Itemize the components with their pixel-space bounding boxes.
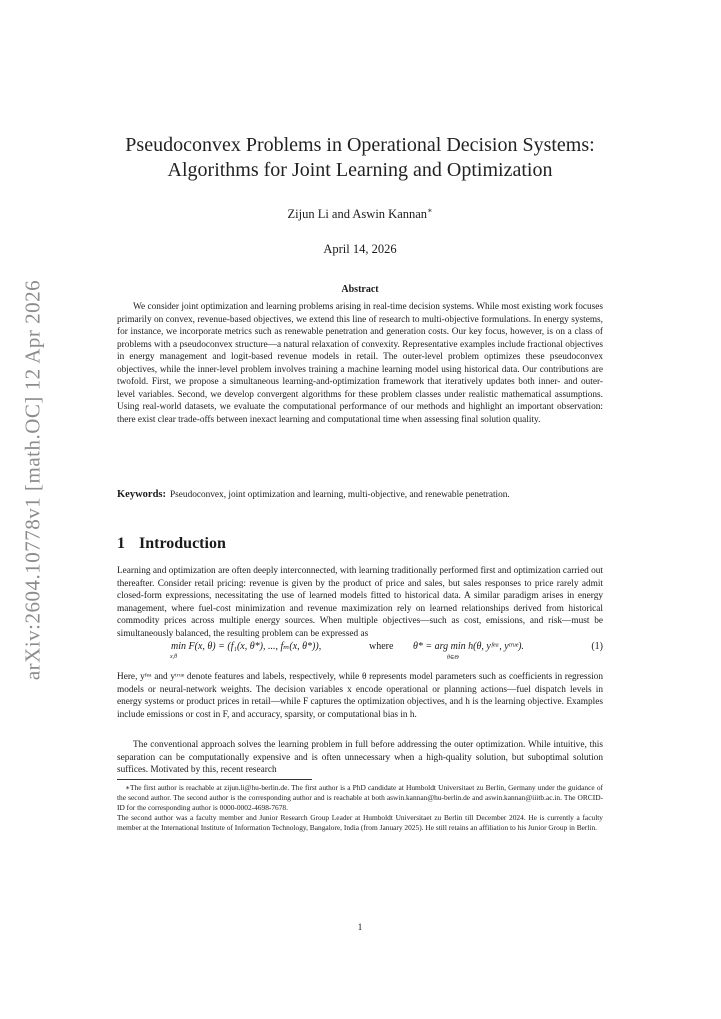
author-footnote-mark: ∗ [427,206,433,215]
equation-rhs: θ* = arg min h(θ, yᶠᵉᵃ, yᵗʳᵘᵉ). [413,641,524,652]
section-number: 1 [117,535,125,552]
keywords-label: Keywords: [117,489,166,500]
intro-paragraph-3: The conventional approach solves the learning problem in full before addressing the outer optimization. While intuitive, this separation can be computationally expensive and is often unnecessary when a high-quality solution, but suboptimal solution suffices. Motivated by this, recent research [117,740,603,775]
paper-date: April 14, 2026 [323,242,397,256]
title-line-2: Algorithms for Joint Learning and Optimization [167,159,553,181]
section-heading [117,535,226,553]
keywords [117,489,603,502]
title-line-1: Pseudoconvex Problems in Operational Decision Systems: [125,134,595,156]
footnote-divider [117,779,312,780]
footnote-1: ∗The first author is reachable at zijun.li@hu-berlin.de. The first author is a PhD candidate at Humboldt Universitaet zu Berlin, Germany under the guidance of the second author. The second author is the corresponding author and is reachable at both aswin.kannan@hu-berlin.de and aswin.kannan@iiitb.ac.in. The ORCID-ID for the corresponding author is 0000-0002-4698-7678. [117,783,603,812]
footnotes [117,783,603,833]
arxiv-id: arXiv:2604.10778v1 [math.OC] 12 Apr 2026 [20,279,45,681]
equation-1 [117,636,603,662]
abstract-heading: Abstract [341,284,379,295]
abstract-text: We consider joint optimization and learning problems arising in real-time decision systems. While most existing work focuses primarily on convex, revenue-based objectives, we extend this line of research to multi-objective formulations. In energy systems, for instance, we incorporate metrics such as renewable penetration and generation costs. Our key focus, however, is on a class of problems with a pseudoconvex structure—a natural relaxation of convexity. Representative examples include fractional objectives in energy management and logit-based revenue models in retail. The outer-level problem optimizes these pseudoconvex objectives, while the inner-level problem involves training a machine learning model using historical data. Our contributions are twofold. First, we propose a simultaneous learning-and-optimization framework that iteratively updates both inner- and outer-level variables. Second, we develop convergent algorithms for these problem classes under realistic mathematical assumptions. Using real-world datasets, we evaluate the computational performance of our methods and highlight an important observation: there exist clear trade-offs between inexact learning and computational time when assessing final solution quality. [117,302,603,425]
equation-rhs-subscript: θ∈Θ [447,655,459,661]
paper-title [117,133,603,183]
authors-line [117,206,603,222]
footnote-2: The second author was a faculty member and Junior Research Group Leader at Humboldt Universitaet zu Berlin till December 2024. He is currently a faculty member at the International Institute of Information Technology, Bangalore, India (from January 2025). He still retains an affiliation to his Junior Group in Berlin. [117,813,603,832]
equation-lhs: min F(x, θ) = (f₁(x, θ*), ..., fₘ(x, θ*)), [171,641,322,652]
authors: Zijun Li and Aswin Kannan [287,207,428,222]
page-number: 1 [357,923,363,933]
equation-number: (1) [591,641,603,652]
equation-lhs-subscript: x,θ [170,654,178,660]
equation-where: where [369,641,394,652]
section-title: Introduction [139,535,226,552]
intro-paragraph-2: Here, yᶠᵉᵃ and yᵗʳᵘᵉ denote features and labels, respectively, while θ represents model parameters such as coefficients in regression models or neural-network weights. The decision variables x encode operational or planning actions—fuel dispatch levels in energy systems or product prices in retail—while F captures the optimization objectives, and h is the learning objective. Examples include emissions or cost in F, and accuracy, sparsity, or computational bias in h. [117,672,603,720]
keywords-text: Pseudoconvex, joint optimization and learning, multi-objective, and renewable penetration. [170,490,510,500]
intro-paragraph-1: Learning and optimization are often deeply interconnected, with learning traditionally performed first and optimization carried out thereafter. Consider retail pricing: revenue is given by the product of price and sales, but sales responses to price rarely admit closed-form expressions, necessitating the use of learned models fitted to historical data. A similar paradigm arises in energy management, where fuel-cost minimization and revenue maximization rely on learned relationships derived from historical commodity prices across multiple energy sources. When multiple objectives—such as cost, emissions, and risk—must be simultaneously balanced, the resulting problem can be expressed as [117,566,603,639]
